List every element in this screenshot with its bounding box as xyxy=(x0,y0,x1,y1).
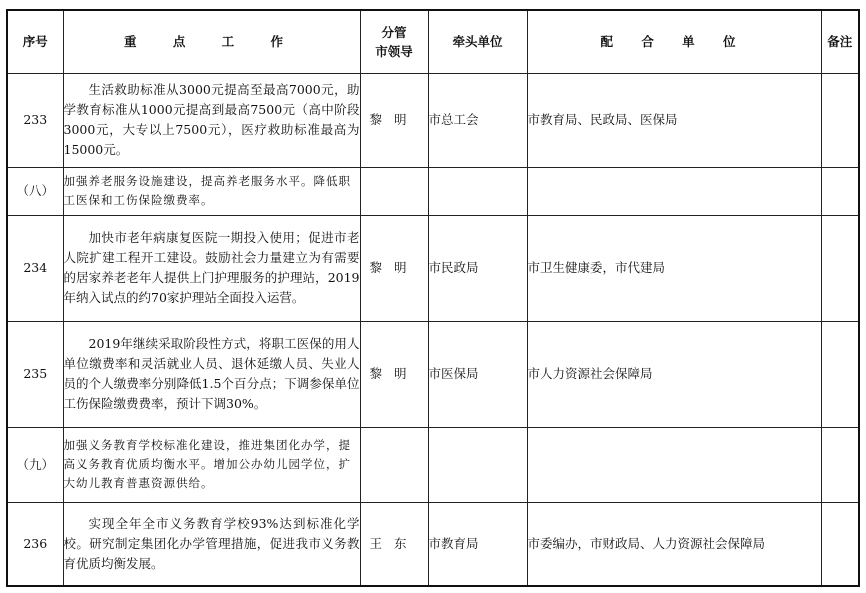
header-work xyxy=(63,10,360,73)
category-row xyxy=(7,167,859,215)
row-lead-unit xyxy=(428,167,527,215)
row-coop-unit xyxy=(527,427,821,502)
row-lead-unit: 市教育局 xyxy=(428,502,527,586)
row-work-text: 加快市老年病康复医院一期投入使用；促进市老人院扩建工程开工建设。鼓励社会力量建立为有需要的居家养老老年人提供上门护理服务的护理站，2019年纳入试点的约70家护理站全面投入运营。 xyxy=(63,230,360,305)
row-lead-unit xyxy=(428,427,527,502)
table-row xyxy=(7,321,859,427)
row-lead-unit: 市医保局 xyxy=(428,321,527,427)
table-row xyxy=(7,215,859,321)
category-row xyxy=(7,427,859,502)
row-work xyxy=(63,215,360,321)
row-leader: 王东 xyxy=(360,502,428,586)
row-work-text: 2019年继续采取阶段性方式，将职工医保的用人单位缴费率和灵活就业人员、退休延缴人员、失业人员的个人缴费率分别降低1.5个百分点；下调参保单位工伤保险缴费费率，预计下调30%。 xyxy=(63,336,360,411)
row-leader xyxy=(360,427,428,502)
row-work-text: 实现全年全市义务教育学校93%达到标准化学校。研究制定集团化办学管理措施，促进我市义务教育优质均衡发展。 xyxy=(63,515,360,571)
row-coop-unit: 市卫生健康委，市代建局 xyxy=(527,215,821,321)
row-coop-unit: 市人力资源社会保障局 xyxy=(527,321,821,427)
row-no: 233 xyxy=(7,73,63,167)
row-leader: 黎明 xyxy=(360,321,428,427)
row-remark xyxy=(821,502,859,586)
row-no: 235 xyxy=(7,321,63,427)
row-work xyxy=(63,502,360,586)
header-leader-line2: 市领导 xyxy=(375,43,413,59)
row-work xyxy=(63,321,360,427)
row-coop-unit: 市教育局、民政局、医保局 xyxy=(527,73,821,167)
row-remark xyxy=(821,321,859,427)
row-no: 234 xyxy=(7,215,63,321)
work-plan-table xyxy=(6,9,860,587)
row-remark xyxy=(821,73,859,167)
row-leader: 黎明 xyxy=(360,73,428,167)
header-work-label: 重 点 工 作 xyxy=(123,34,300,50)
row-leader xyxy=(360,167,428,215)
row-work-text: 生活救助标准从3000元提高至最高7000元，助学教育标准从1000元提高到最高7500元（高中阶段3000元，大专以上7500元），医疗救助标准最高为15000元。 xyxy=(63,82,360,157)
row-no: （九） xyxy=(7,427,63,502)
row-work: 加强养老服务设施建设，提高养老服务水平。降低职工医保和工伤保险缴费率。 xyxy=(63,167,360,215)
header-coop-unit-label: 配 合 单 位 xyxy=(600,34,748,50)
row-no: （八） xyxy=(7,167,63,215)
row-remark xyxy=(821,427,859,502)
header-lead-unit: 牵头单位 xyxy=(428,10,527,73)
row-coop-unit xyxy=(527,167,821,215)
row-coop-unit: 市委编办，市财政局、人力资源社会保障局 xyxy=(527,502,821,586)
table-row xyxy=(7,502,859,586)
row-lead-unit: 市民政局 xyxy=(428,215,527,321)
row-lead-unit: 市总工会 xyxy=(428,73,527,167)
row-work: 加强义务教育学校标准化建设，推进集团化办学，提高义务教育优质均衡水平。增加公办幼儿园学位，扩大幼儿教育普惠资源供给。 xyxy=(63,427,360,502)
header-row xyxy=(7,10,859,73)
header-coop-unit xyxy=(527,10,821,73)
table-row xyxy=(7,73,859,167)
row-remark xyxy=(821,167,859,215)
header-remark: 备注 xyxy=(821,10,859,73)
row-leader: 黎明 xyxy=(360,215,428,321)
row-remark xyxy=(821,215,859,321)
header-leader-line1: 分管 xyxy=(381,24,407,40)
header-leader xyxy=(360,10,428,73)
row-no: 236 xyxy=(7,502,63,586)
header-no: 序号 xyxy=(7,10,63,73)
row-work xyxy=(63,73,360,167)
